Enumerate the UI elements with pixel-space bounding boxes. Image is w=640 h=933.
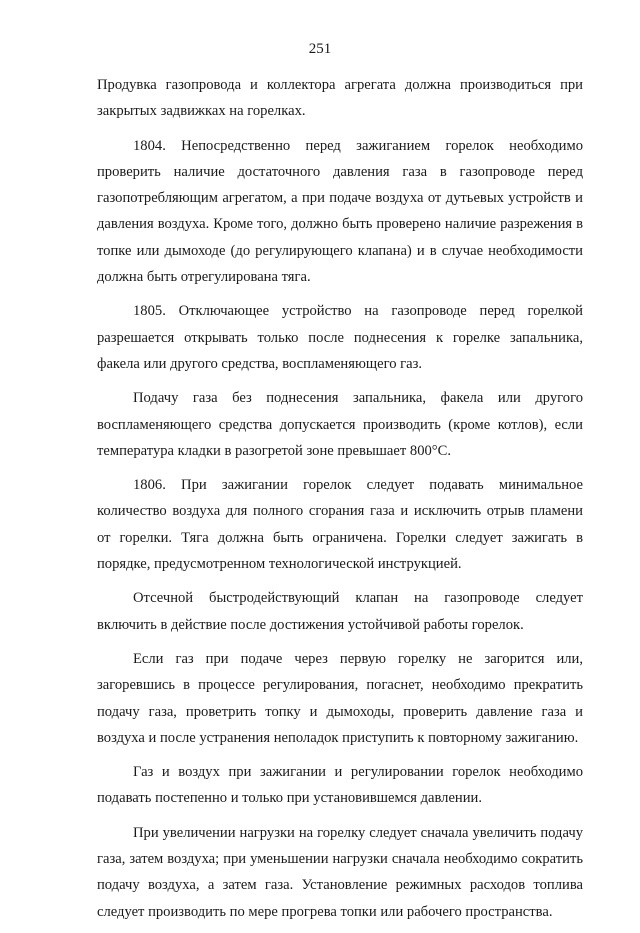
text-line: давления воздуха. Кроме того, должно быть проверено наличие разрежения в xyxy=(97,216,583,233)
text-line: подачу газа, проветрить топку и дымоходы, проверить давление газа и xyxy=(97,703,583,720)
text-line: Если газ при подаче через первую горелку не загорится или, xyxy=(133,650,583,667)
text-line: 1806. При зажигании горелок следует подавать минимальное xyxy=(133,477,583,494)
text-line: температура кладки в разогретой зоне превышает 800°С. xyxy=(97,442,452,459)
text-line: Продувка газопровода и коллектора агрегата должна производиться при xyxy=(97,77,583,93)
text-line: 1805. Отключающее устройство на газопроводе перед горелкой xyxy=(133,303,583,320)
document-body xyxy=(97,72,583,933)
text-line: воспламеняющего средства допускается производить (кроме котлов), если xyxy=(97,416,583,433)
text-line: должна быть отрегулирована тяга. xyxy=(97,269,311,286)
paragraph-1805 xyxy=(97,298,583,377)
text-line: 1804. Непосредственно перед зажиганием горелок необходимо xyxy=(133,137,583,154)
paragraph-1804 xyxy=(97,133,583,291)
text-line: следует производить по мере прогрева топки или рабочего пространства. xyxy=(97,903,553,920)
paragraph-gas-supply xyxy=(97,385,583,464)
text-line: загоревшись в процессе регулирования, погаснет, необходимо прекратить xyxy=(97,677,583,694)
text-line: количество воздуха для полного сгорания газа и исключить отрыв пламени xyxy=(97,503,583,520)
text-line: При увеличении нагрузки на горелку следует сначала увеличить подачу xyxy=(133,824,583,841)
text-line: проверить наличие достаточного давления газа в газопроводе перед xyxy=(97,163,583,180)
text-line: факела или другого средства, воспламеняющего газ. xyxy=(97,355,423,372)
text-line: Подачу газа без поднесения запальника, факела или другого xyxy=(133,390,583,407)
text-line: разрешается открывать только после поднесения к горелке запальника, xyxy=(97,329,583,346)
paragraph-ignition-failure xyxy=(97,646,583,751)
text-line: от горелки. Тяга должна быть ограничена. Горелки следует зажигать в xyxy=(97,529,583,546)
text-line: подавать постепенно и только при установившемся давлении. xyxy=(97,790,483,807)
paragraph-gradual-supply xyxy=(97,759,583,812)
text-line: Газ и воздух при зажигании и регулировании горелок необходимо xyxy=(133,764,583,781)
text-line: порядке, предусмотренном технологической инструкцией. xyxy=(97,556,462,573)
text-line: закрытых задвижках на горелках. xyxy=(97,103,306,120)
text-line: топке или дымоходе (до регулирующего клапана) и в случае необходимости xyxy=(97,242,583,259)
text-line: включить в действие после достижения устойчивой работы горелок. xyxy=(97,616,524,633)
page-number: 251 xyxy=(308,41,332,57)
text-line: подачу воздуха, а затем газа. Установление режимных расходов топлива xyxy=(97,877,583,894)
text-line: газопотребляющим агрегатом, а при подаче воздуха от дутьевых устройств и xyxy=(97,190,583,207)
text-line: воздуха и после устранения неполадок приступить к повторному зажиганию. xyxy=(97,729,579,746)
paragraph-1806 xyxy=(97,472,583,577)
text-line: газа, затем воздуха; при уменьшении нагрузки сначала необходимо сократить xyxy=(97,851,583,868)
paragraph-load-change xyxy=(97,820,583,925)
paragraph-purging xyxy=(97,72,583,125)
text-line: Отсечной быстродействующий клапан на газопроводе следует xyxy=(133,590,583,607)
paragraph-shutoff-valve xyxy=(97,585,583,638)
